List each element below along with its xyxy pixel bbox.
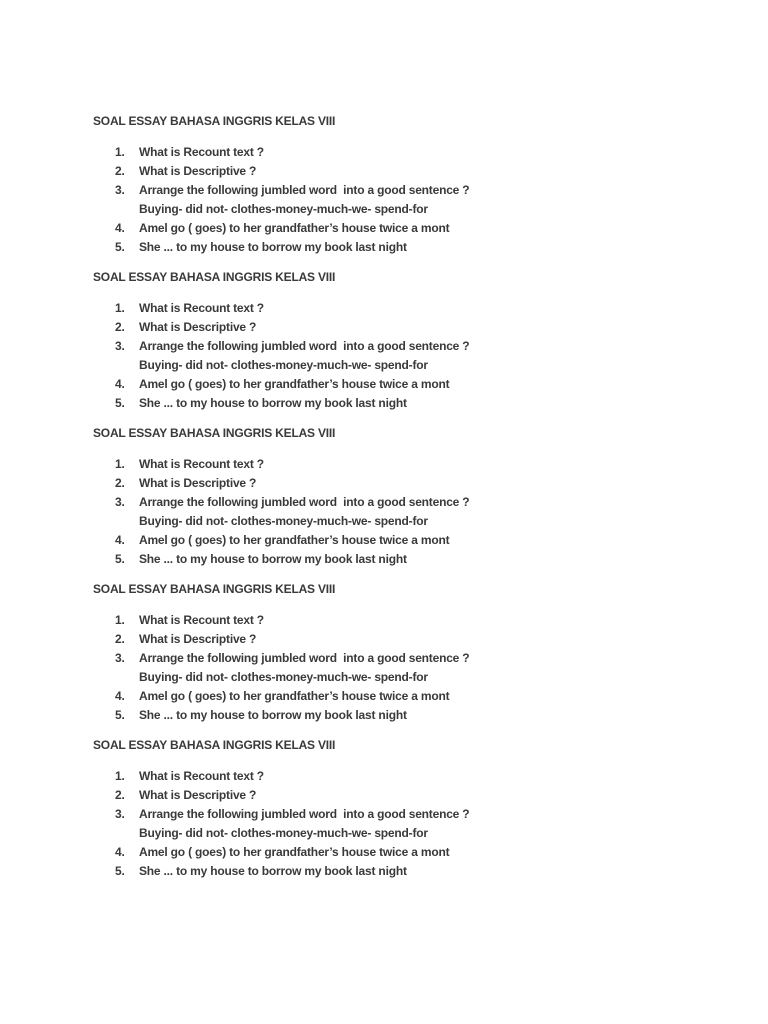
question-number: 3. — [115, 183, 125, 197]
jumbled-words-line: Buying- did not- clothes-money-much-we- spend-for — [139, 670, 428, 684]
question-item — [93, 687, 718, 706]
question-number: 5. — [115, 552, 125, 566]
question-text: What is Recount text ? — [139, 301, 264, 315]
question-number: 2. — [115, 632, 125, 646]
question-number: 2. — [115, 788, 125, 802]
question-section-2 — [93, 268, 718, 413]
question-section-5 — [93, 736, 718, 881]
question-number: 4. — [115, 221, 125, 235]
question-text: Arrange the following jumbled word into a good sentence ? — [139, 339, 470, 353]
section-title: SOAL ESSAY BAHASA INGGRIS KELAS VIII — [93, 270, 336, 284]
question-item — [93, 767, 718, 786]
question-number: 1. — [115, 301, 125, 315]
question-item — [93, 706, 718, 725]
question-text: What is Recount text ? — [139, 769, 264, 783]
question-item — [93, 143, 718, 162]
question-item — [93, 181, 718, 200]
question-list — [93, 455, 718, 569]
question-number: 5. — [115, 864, 125, 878]
question-list — [93, 611, 718, 725]
question-item — [93, 238, 718, 257]
question-item — [93, 219, 718, 238]
question-item — [93, 493, 718, 512]
question-item — [93, 318, 718, 337]
question-text: What is Descriptive ? — [139, 476, 257, 490]
question-item — [93, 805, 718, 824]
section-title: SOAL ESSAY BAHASA INGGRIS KELAS VIII — [93, 426, 336, 440]
question-text: Amel go ( goes) to her grandfather’s house twice a mont — [139, 221, 450, 235]
jumbled-words-line: Buying- did not- clothes-money-much-we- spend-for — [139, 826, 428, 840]
question-number: 1. — [115, 145, 125, 159]
question-item — [93, 531, 718, 550]
section-title: SOAL ESSAY BAHASA INGGRIS KELAS VIII — [93, 114, 336, 128]
section-title: SOAL ESSAY BAHASA INGGRIS KELAS VIII — [93, 738, 336, 752]
question-text: She ... to my house to borrow my book last night — [139, 708, 407, 722]
question-number: 2. — [115, 476, 125, 490]
question-item — [93, 862, 718, 881]
question-text: She ... to my house to borrow my book last night — [139, 864, 407, 878]
section-title: SOAL ESSAY BAHASA INGGRIS KELAS VIII — [93, 582, 336, 596]
question-list — [93, 767, 718, 881]
question-section-3 — [93, 424, 718, 569]
question-number: 4. — [115, 689, 125, 703]
question-number: 3. — [115, 339, 125, 353]
question-text: Amel go ( goes) to her grandfather’s house twice a mont — [139, 689, 450, 703]
question-item — [93, 162, 718, 181]
question-text: She ... to my house to borrow my book last night — [139, 552, 407, 566]
question-number: 5. — [115, 396, 125, 410]
question-number: 3. — [115, 495, 125, 509]
jumbled-words-line: Buying- did not- clothes-money-much-we- spend-for — [139, 202, 428, 216]
question-item — [93, 630, 718, 649]
question-number: 1. — [115, 769, 125, 783]
question-text: Arrange the following jumbled word into a good sentence ? — [139, 495, 470, 509]
question-list — [93, 143, 718, 257]
question-item — [93, 843, 718, 862]
question-text: What is Descriptive ? — [139, 164, 257, 178]
question-item — [93, 299, 718, 318]
question-text: Arrange the following jumbled word into a good sentence ? — [139, 807, 470, 821]
question-section-4 — [93, 580, 718, 725]
question-text: What is Descriptive ? — [139, 788, 257, 802]
question-text: Amel go ( goes) to her grandfather’s house twice a mont — [139, 845, 450, 859]
question-section-1 — [93, 112, 718, 257]
question-number: 3. — [115, 807, 125, 821]
question-number: 5. — [115, 708, 125, 722]
question-number: 2. — [115, 164, 125, 178]
question-item — [93, 474, 718, 493]
question-text: Amel go ( goes) to her grandfather’s house twice a mont — [139, 533, 450, 547]
question-item — [93, 375, 718, 394]
question-text: Arrange the following jumbled word into a good sentence ? — [139, 651, 470, 665]
question-text: Amel go ( goes) to her grandfather’s house twice a mont — [139, 377, 450, 391]
question-item — [93, 611, 718, 630]
question-item — [93, 455, 718, 474]
jumbled-words-line: Buying- did not- clothes-money-much-we- spend-for — [139, 514, 428, 528]
question-number: 3. — [115, 651, 125, 665]
question-text: What is Descriptive ? — [139, 632, 257, 646]
question-text: She ... to my house to borrow my book last night — [139, 396, 407, 410]
question-list — [93, 299, 718, 413]
question-item — [93, 649, 718, 668]
question-text: What is Recount text ? — [139, 145, 264, 159]
question-item — [93, 786, 718, 805]
question-text: What is Recount text ? — [139, 613, 264, 627]
question-text: Arrange the following jumbled word into a good sentence ? — [139, 183, 470, 197]
question-item — [93, 550, 718, 569]
question-text: What is Recount text ? — [139, 457, 264, 471]
question-number: 2. — [115, 320, 125, 334]
question-text: What is Descriptive ? — [139, 320, 257, 334]
question-text: She ... to my house to borrow my book last night — [139, 240, 407, 254]
question-item — [93, 394, 718, 413]
question-number: 1. — [115, 457, 125, 471]
document-page — [93, 112, 718, 892]
question-number: 1. — [115, 613, 125, 627]
question-item — [93, 337, 718, 356]
question-number: 4. — [115, 377, 125, 391]
question-number: 4. — [115, 845, 125, 859]
question-number: 4. — [115, 533, 125, 547]
jumbled-words-line: Buying- did not- clothes-money-much-we- spend-for — [139, 358, 428, 372]
question-number: 5. — [115, 240, 125, 254]
